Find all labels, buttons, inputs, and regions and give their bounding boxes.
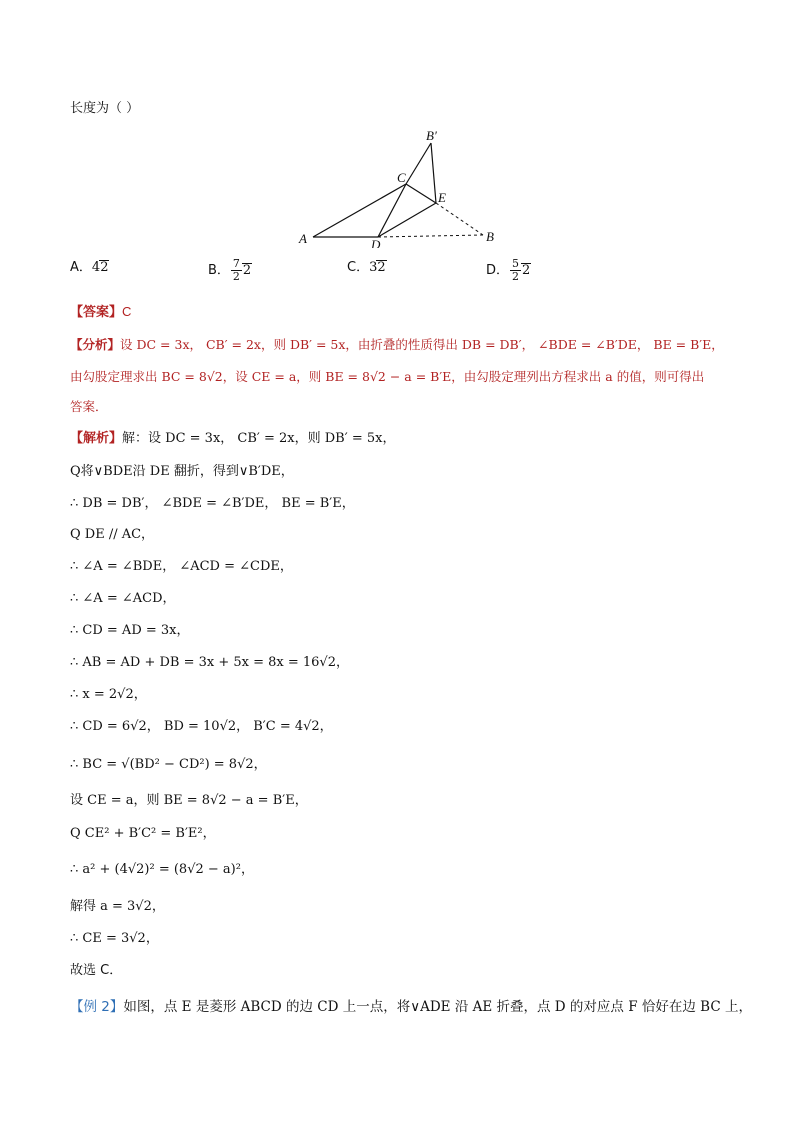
solution-line-5: ∴ ∠A = ∠ACD， <box>70 591 176 606</box>
solution-line-11: 设 CE = a，则 BE = 8√2 − a = B′E， <box>70 793 308 808</box>
label-B-prime: B′ <box>426 128 437 143</box>
question-stem-tail: 长度为（ ） <box>70 101 140 116</box>
example-2-label: 【例 2】 <box>70 999 124 1015</box>
solution-line-10: ∴ BC = √(BD² − CD²) = 8√2， <box>70 757 267 772</box>
label-C: C <box>397 170 406 185</box>
answer-value: C <box>122 304 132 319</box>
segment-CBp <box>406 143 431 184</box>
solution-line-12: Q CE² + B′C² = B′E²， <box>70 826 216 841</box>
solution-line-2: ∴ DB = DB′， ∠BDE = ∠B′DE， BE = B′E， <box>70 496 355 511</box>
option-b[interactable]: B． $\frac{7}{2}$ 2 <box>208 257 252 283</box>
solution-line-8: ∴ x = 2√2， <box>70 687 147 702</box>
answer-line <box>70 303 131 322</box>
label-A: A <box>299 231 307 246</box>
sqrt-radical: 2 <box>377 260 386 275</box>
option-c[interactable]: C．32 <box>347 260 386 275</box>
solution-line-13: ∴ a² + (4√2)² = (8√2 − a)²， <box>70 862 254 877</box>
solution-line-1: Q将∨BDE沿 DE 翻折，得到∨B′DE， <box>70 464 294 479</box>
solution-line-6: ∴ CD = AD = 3x， <box>70 623 190 638</box>
solution-line-4: ∴ ∠A = ∠BDE， ∠ACD = ∠CDE， <box>70 559 293 574</box>
solution-label: 【解析】 <box>70 431 123 446</box>
analysis-label: 【分析】 <box>70 337 121 352</box>
solution-line-7: ∴ AB = AD + DB = 3x + 5x = 8x = 16√2， <box>70 655 349 670</box>
analysis-line-2: 由勾股定理求出 BC = 8√2，设 CE = a，则 BE = 8√2 − a = B′E，由勾股定理列出方程求出 a 的值，则可得出 <box>70 369 705 384</box>
example-2-line: 【例 2】如图，点 E 是菱形 ABCD 的边 CD 上一点，将∨ADE 沿 AE 折叠，点 D 的对应点 F 恰好在边 BC 上， <box>70 999 752 1015</box>
option-a[interactable]: A．42 <box>70 260 109 275</box>
fraction: $\frac{5}{2}$ <box>512 257 520 283</box>
label-D: D <box>371 237 381 248</box>
solution-line-0: 【解析】解：设 DC = 3x， CB′ = 2x，则 DB′ = 5x， <box>70 431 396 446</box>
fold-triangle-figure <box>295 128 525 248</box>
sqrt-radical: 2 <box>242 263 252 278</box>
solution-line-15: ∴ CE = 3√2， <box>70 931 159 946</box>
sqrt-radical: 2 <box>100 260 109 275</box>
solution-line-14: 解得 a = 3√2， <box>70 899 165 914</box>
fraction: $\frac{7}{2}$ <box>232 257 240 283</box>
solution-line-16: 故选 C． <box>70 963 123 978</box>
segment-DB-dashed <box>378 235 483 237</box>
segment-EB-dashed <box>436 203 483 235</box>
option-d[interactable]: D． $\frac{5}{2}$ 2 <box>486 257 531 283</box>
label-B: B <box>486 229 494 244</box>
solution-line-9: ∴ CD = 6√2， BD = 10√2， B′C = 4√2， <box>70 719 333 734</box>
solution-line-3: Q DE // AC， <box>70 527 155 542</box>
analysis-line-3: 答案． <box>70 399 108 414</box>
analysis-line-1: 【分析】设 DC = 3x， CB′ = 2x，则 DB′ = 5x，由折叠的性质得出 DB = DB′， ∠BDE = ∠B′DE， BE = B′E， <box>70 337 724 352</box>
segment-BpE <box>431 143 436 203</box>
answer-label: 【答案】 <box>70 305 123 320</box>
label-E: E <box>438 190 446 205</box>
sqrt-radical: 2 <box>522 263 531 278</box>
segment-CE <box>406 184 436 203</box>
